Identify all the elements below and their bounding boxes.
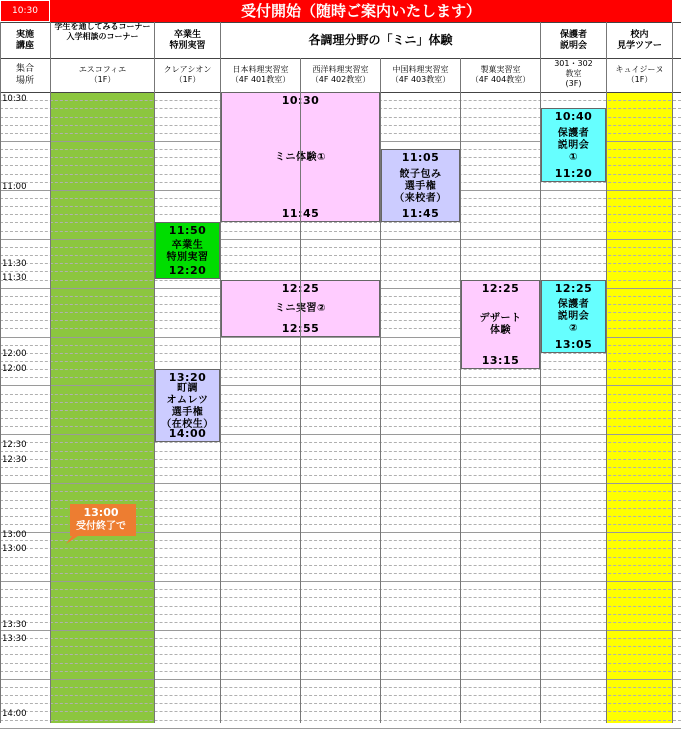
- event-end-time: 13:15: [481, 354, 520, 368]
- event-end-time: 11:20: [554, 166, 593, 180]
- event-start-time: 10:40: [554, 110, 593, 124]
- grid-line: [0, 581, 681, 582]
- event-start-time: 12:25: [481, 281, 520, 295]
- callout-time: 13:00: [83, 506, 119, 519]
- grid-line: [0, 231, 681, 232]
- event-grad: [155, 222, 220, 279]
- loc-escoffier: エスコフィエ （1F）: [78, 65, 127, 84]
- grid-line: [0, 491, 681, 492]
- event-label: デザート 体験: [479, 313, 522, 337]
- header-row2-label: 集合 場所: [15, 64, 34, 86]
- event-label: 保護者 説明会 ②: [557, 299, 590, 335]
- event-end-time: 11:45: [401, 207, 440, 221]
- time-label: 11:30: [2, 259, 27, 269]
- grid-line: [0, 679, 681, 680]
- time-label: 13:00: [2, 530, 27, 540]
- header-line: [0, 22, 681, 23]
- banner-time: 10:30: [12, 6, 38, 16]
- grid-line: [0, 263, 681, 264]
- header-line: [0, 58, 681, 59]
- event-start-time: 13:20: [168, 371, 207, 385]
- grid-line: [0, 654, 681, 655]
- grid-line: [0, 597, 681, 598]
- grid-line: [0, 630, 681, 631]
- loc-western-kitchen: 西洋料理実習室 （4F 402教室）: [310, 65, 371, 84]
- grid-line: [0, 671, 681, 672]
- time-label: 12:30: [2, 455, 27, 465]
- grid-line: [0, 565, 681, 566]
- event-label: 町調 オムレツ 選手権 （在校生）: [161, 382, 214, 430]
- event-end-time: 11:45: [281, 207, 320, 221]
- event-label: ミニ体験①: [275, 152, 326, 164]
- grid-line: [0, 418, 681, 419]
- grid-line: [0, 369, 681, 370]
- event-label: 餃子包み 選手権 （来校者）: [394, 168, 447, 204]
- banner-title: 受付開始（随時ご案内いたします）: [240, 2, 481, 20]
- banner: [50, 0, 672, 22]
- time-label: 14:00: [2, 709, 27, 719]
- intro-corner-column: [51, 92, 154, 723]
- event-dessert: [461, 280, 540, 370]
- loc-chinese-kitchen: 中国料理実習室 （4F 403教室）: [390, 65, 451, 84]
- event-start-time: 11:50: [168, 224, 207, 238]
- callout-text: 受付終了で: [76, 521, 126, 532]
- time-label: 13:00: [2, 544, 27, 554]
- grid-line: [0, 459, 681, 460]
- time-label: 12:00: [2, 364, 27, 374]
- grid-line: [0, 606, 681, 607]
- grid-line: [0, 663, 681, 664]
- event-end-time: 12:20: [168, 264, 207, 278]
- time-label: 11:00: [2, 182, 27, 192]
- event-end-time: 12:55: [281, 321, 320, 335]
- grid-line: [0, 222, 681, 223]
- loc-cuisine: キュイジーヌ （1F）: [615, 65, 664, 84]
- grid-line: [0, 442, 681, 443]
- grid-line: [0, 451, 681, 452]
- loc-creation: クレアシオン （1F）: [163, 65, 212, 84]
- grid-line: [0, 500, 681, 501]
- event-start-time: 10:30: [281, 94, 320, 107]
- grid-line: [0, 638, 681, 639]
- grid-line: [0, 720, 681, 721]
- time-label: 10:30: [2, 94, 27, 104]
- time-label: 13:30: [2, 620, 27, 630]
- grid-line: [0, 402, 681, 403]
- grid-line: [0, 239, 681, 240]
- grid-line: [0, 247, 681, 248]
- grid-line: [0, 573, 681, 574]
- event-gyoza: [381, 149, 460, 222]
- time-label: 12:00: [2, 349, 27, 359]
- grid-line: [0, 255, 681, 256]
- loc-pastry-kitchen: 製菓実習室 （4F 404教室）: [470, 65, 531, 84]
- grid-line: [0, 622, 681, 623]
- time-label: 12:30: [2, 440, 27, 450]
- grid-line: [0, 589, 681, 590]
- header-row1-label: 実施 講座: [15, 30, 34, 51]
- grid-line: [0, 711, 681, 712]
- loc-japanese-kitchen: 日本料理実習室 （4F 401教室）: [230, 65, 291, 84]
- tour-column: [607, 92, 672, 723]
- event-label: 卒業生 特別実習: [166, 239, 209, 263]
- header-grad-practice: 卒業生 特別実習: [169, 30, 206, 51]
- grid-line: [0, 614, 681, 615]
- event-start-time: 12:25: [554, 281, 593, 295]
- time-label: 11:30: [2, 273, 27, 283]
- grid-line: [0, 353, 681, 354]
- event-start-time: 12:25: [281, 281, 320, 295]
- time-label: 13:30: [2, 634, 27, 644]
- grid-line: [0, 377, 681, 378]
- event-parents1: [541, 108, 606, 181]
- grid-line: [0, 385, 681, 386]
- event-parents2: [541, 280, 606, 353]
- reception-end-callout: [66, 504, 136, 538]
- grid-line: [0, 548, 681, 549]
- grid-line: [0, 687, 681, 688]
- header-intro-corner: 学生を通してみるコーナー 入学相談のコーナー: [54, 22, 151, 41]
- grid-line: [0, 434, 681, 435]
- banner-time-cell: [0, 0, 50, 22]
- event-label: ミニ実習②: [275, 303, 326, 314]
- grid-line: [0, 467, 681, 468]
- grid-line: [0, 646, 681, 647]
- grid-line: [0, 557, 681, 558]
- grid-line: [0, 475, 681, 476]
- event-start-time: 11:05: [401, 151, 440, 165]
- grid-line: [0, 410, 681, 411]
- header-tour: 校内 見学ツアー: [617, 30, 662, 51]
- header-parents: 保護者 説明会: [559, 30, 587, 51]
- grid-line: [0, 271, 681, 272]
- event-end-time: 14:00: [168, 427, 207, 441]
- grid-line: [0, 361, 681, 362]
- event-omelet: [155, 369, 220, 442]
- grid-line: [0, 426, 681, 427]
- event-label: 保護者 説明会 ①: [557, 127, 590, 163]
- grid-line: [0, 695, 681, 696]
- grid-line: [0, 483, 681, 484]
- event-end-time: 13:05: [554, 337, 593, 351]
- header-mini-title: 各調理分野の「ミニ」体験: [308, 32, 453, 47]
- grid-line: [0, 703, 681, 704]
- grid-line: [0, 394, 681, 395]
- loc-parents-room: 301・302 教室 (3F): [554, 59, 593, 88]
